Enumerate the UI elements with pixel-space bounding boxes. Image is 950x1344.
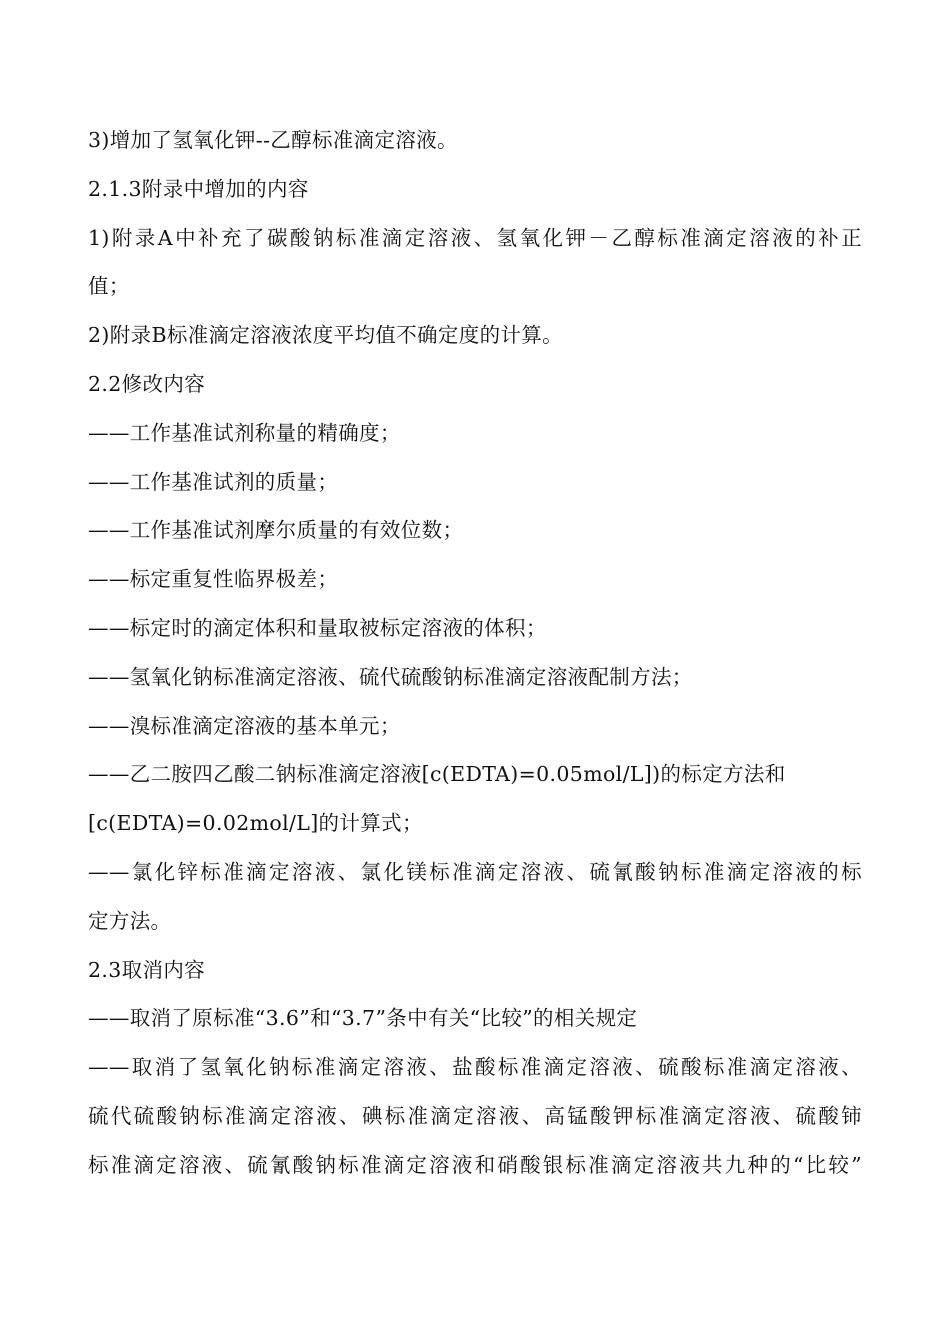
list-item: ——氢氧化钠标准滴定溶液、硫代硫酸钠标准滴定溶液配制方法； bbox=[88, 664, 693, 689]
list-item-continued: 定方法。 bbox=[88, 908, 172, 933]
section-heading-2-3: 2.3取消内容 bbox=[88, 957, 206, 982]
list-item-continued: 硫代硫酸钠标准滴定溶液、碘标准滴定溶液、高锰酸钾标准滴定溶液、硫酸铈 bbox=[88, 1103, 862, 1128]
text-line-item-1-continued: 值； bbox=[88, 274, 130, 299]
text-line-item-1: 1)附录A中补充了碳酸钠标准滴定溶液、氢氧化钾－乙醇标准滴定溶液的补正 bbox=[88, 225, 862, 250]
list-item-continued: 标准滴定溶液、硫氰酸钠标准滴定溶液和硝酸银标准滴定溶液共九种的“比较” bbox=[88, 1152, 862, 1177]
text-line-item-3: 3)增加了氢氧化钾--乙醇标准滴定溶液。 bbox=[88, 128, 458, 152]
list-item: ——工作基准试剂称量的精确度； bbox=[88, 420, 401, 445]
section-heading-2-2: 2.2修改内容 bbox=[88, 371, 206, 396]
list-item: ——氯化锌标准滴定溶液、氯化镁标准滴定溶液、硫氰酸钠标准滴定溶液的标 bbox=[88, 859, 862, 884]
list-item: ——标定重复性临界极差； bbox=[88, 567, 339, 592]
list-item: ——乙二胺四乙酸二钠标准滴定溶液[c(EDTA)=0.05mol/L])的标定方法和 bbox=[88, 762, 786, 787]
list-item-continued: [c(EDTA)=0.02mol/L]的计算式； bbox=[88, 811, 423, 836]
list-item: ——取消了原标准“3.6”和“3.7”条中有关“比较”的相关规定 bbox=[88, 1006, 638, 1031]
text-line-item-2: 2)附录B标准滴定溶液浓度平均值不确定度的计算。 bbox=[88, 323, 564, 348]
list-item: ——工作基准试剂摩尔质量的有效位数； bbox=[88, 518, 464, 543]
list-item: ——标定时的滴定体积和量取被标定溶液的体积； bbox=[88, 615, 547, 640]
list-item: ——取消了氢氧化钠标准滴定溶液、盐酸标准滴定溶液、硫酸标准滴定溶液、 bbox=[88, 1055, 862, 1080]
list-item: ——工作基准试剂的质量； bbox=[88, 469, 339, 494]
document-body bbox=[88, 116, 862, 1190]
list-item: ——溴标准滴定溶液的基本单元； bbox=[88, 713, 401, 738]
section-heading-2-1-3: 2.1.3附录中增加的内容 bbox=[88, 176, 309, 201]
